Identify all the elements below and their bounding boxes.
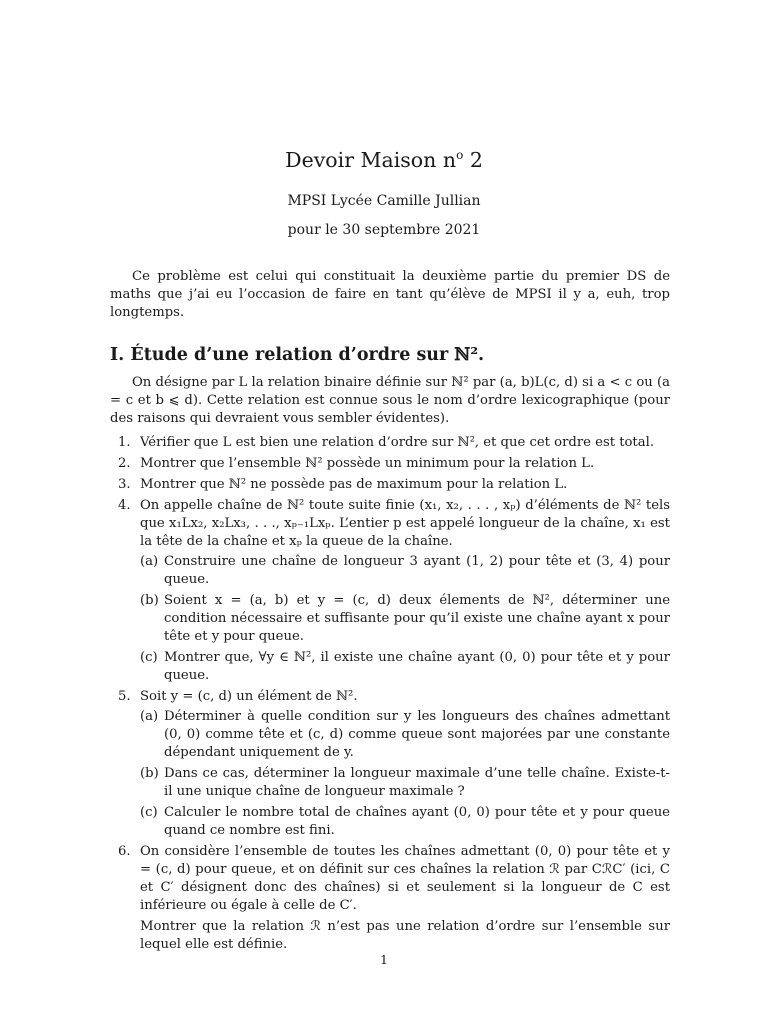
question-5 (110, 688, 670, 840)
subquestion-text: Soient x = (a, b) et y = (c, d) deux élements de ℕ², déterminer une condition nécessaire et suffisante pour qu’il existe une chaîne ayant x pour tête et y pour queue. (164, 593, 670, 644)
subquestion-5c (140, 804, 670, 840)
subquestion-text: Déterminer à quelle condition sur y les longueurs des chaînes admettant (0, 0) comme tête et (c, d) comme queue sont majorées par une constante dépendant uniquement de y. (164, 709, 670, 760)
subquestion-letter: (b) (140, 766, 159, 781)
subquestion-5b (140, 765, 670, 801)
title-text: Devoir Maison n (285, 148, 457, 172)
question-text: Montrer que ℕ² ne possède pas de maximum pour la relation L. (140, 477, 568, 492)
question-3 (110, 476, 670, 494)
question-number: 4. (118, 498, 131, 513)
subquestion-text: Construire une chaîne de longueur 3 ayant (1, 2) pour tête et (3, 4) pour queue. (164, 554, 670, 587)
subquestion-text: Calculer le nombre total de chaînes ayant (0, 0) pour tête et y pour queue quand ce nombre est fini. (164, 805, 670, 838)
title-number: 2 (463, 148, 483, 172)
intro-paragraph: Ce problème est celui qui constituait la deuxième partie du premier DS de maths que j’ai eu l’occasion de faire en tant qu’élève de MPSI il y a, euh, trop longtemps. (110, 269, 670, 320)
question-list (110, 434, 670, 954)
subquestion-4b (140, 592, 670, 646)
subquestion-text: Montrer que, ∀y ∈ ℕ², il existe une chaîne ayant (0, 0) pour tête et y pour queue. (164, 650, 670, 683)
subquestion-letter: (a) (140, 554, 159, 569)
subquestion-list (140, 708, 670, 840)
document-date: pour le 30 septembre 2021 (287, 222, 481, 238)
subquestion-list (140, 553, 670, 685)
question-number: 1. (118, 435, 131, 450)
question-text: Montrer que l’ensemble ℕ² possède un minimum pour la relation L. (140, 456, 595, 471)
title-superscript: o (456, 148, 464, 163)
subquestion-letter: (a) (140, 709, 159, 724)
subquestion-5a (140, 708, 670, 762)
subquestion-4c (140, 649, 670, 685)
page-number: 1 (380, 952, 388, 967)
subquestion-letter: (b) (140, 593, 159, 608)
question-text: On considère l’ensemble de toutes les chaînes admettant (0, 0) pour tête et y = (c, d) pour queue, et on définit sur ces chaînes la relation ℛ par CℛC′ (ici, C et C′ désignent donc des chaînes) si et seulement si la longueur de C est inférieure ou égale à celle de C′. (140, 844, 670, 913)
section-intro: On désigne par L la relation binaire définie sur ℕ² par (a, b)L(c, d) si a < c ou (a = c et b ⩽ d). Cette relation est connue sous le nom d’ordre lexicographique (pour des raisons qui devraient vous sembler évidentes). (110, 375, 670, 426)
question-6 (110, 843, 670, 954)
question-text: Soit y = (c, d) un élément de ℕ². (140, 689, 358, 704)
subquestion-letter: (c) (140, 650, 158, 665)
subquestion-text: Dans ce cas, déterminer la longueur maximale d’une telle chaîne. Existe-t-il une unique chaîne de longueur maximale ? (164, 766, 670, 799)
question-text: Vérifier que L est bien une relation d’ordre sur ℕ², et que cet ordre est total. (140, 435, 655, 450)
question-text: On appelle chaîne de ℕ² toute suite finie (x₁, x₂, . . . , xₚ) d’éléments de ℕ² tels que x₁Lx₂, x₂Lx₃, . . ., xₚ₋₁Lxₚ. L’entier p est appelé longueur de la chaîne, x₁ est la tête de la chaîne et xₚ la queue de la chaîne. (140, 498, 670, 549)
question-4 (110, 497, 670, 685)
document-title (0, 148, 768, 172)
question-number: 2. (118, 456, 131, 471)
document-subtitle: MPSI Lycée Camille Jullian (287, 193, 481, 209)
section-heading: I. Étude d’une relation d’ordre sur ℕ². (110, 345, 485, 365)
question-number: 5. (118, 689, 131, 704)
question-2 (110, 455, 670, 473)
subquestion-4a (140, 553, 670, 589)
question-1 (110, 434, 670, 452)
question-number: 6. (118, 844, 131, 859)
question-number: 3. (118, 477, 131, 492)
document-body (110, 268, 670, 957)
question-text-continued: Montrer que la relation ℛ n’est pas une relation d’ordre sur l’ensemble sur lequel elle est définie. (140, 919, 670, 952)
subquestion-letter: (c) (140, 805, 158, 820)
